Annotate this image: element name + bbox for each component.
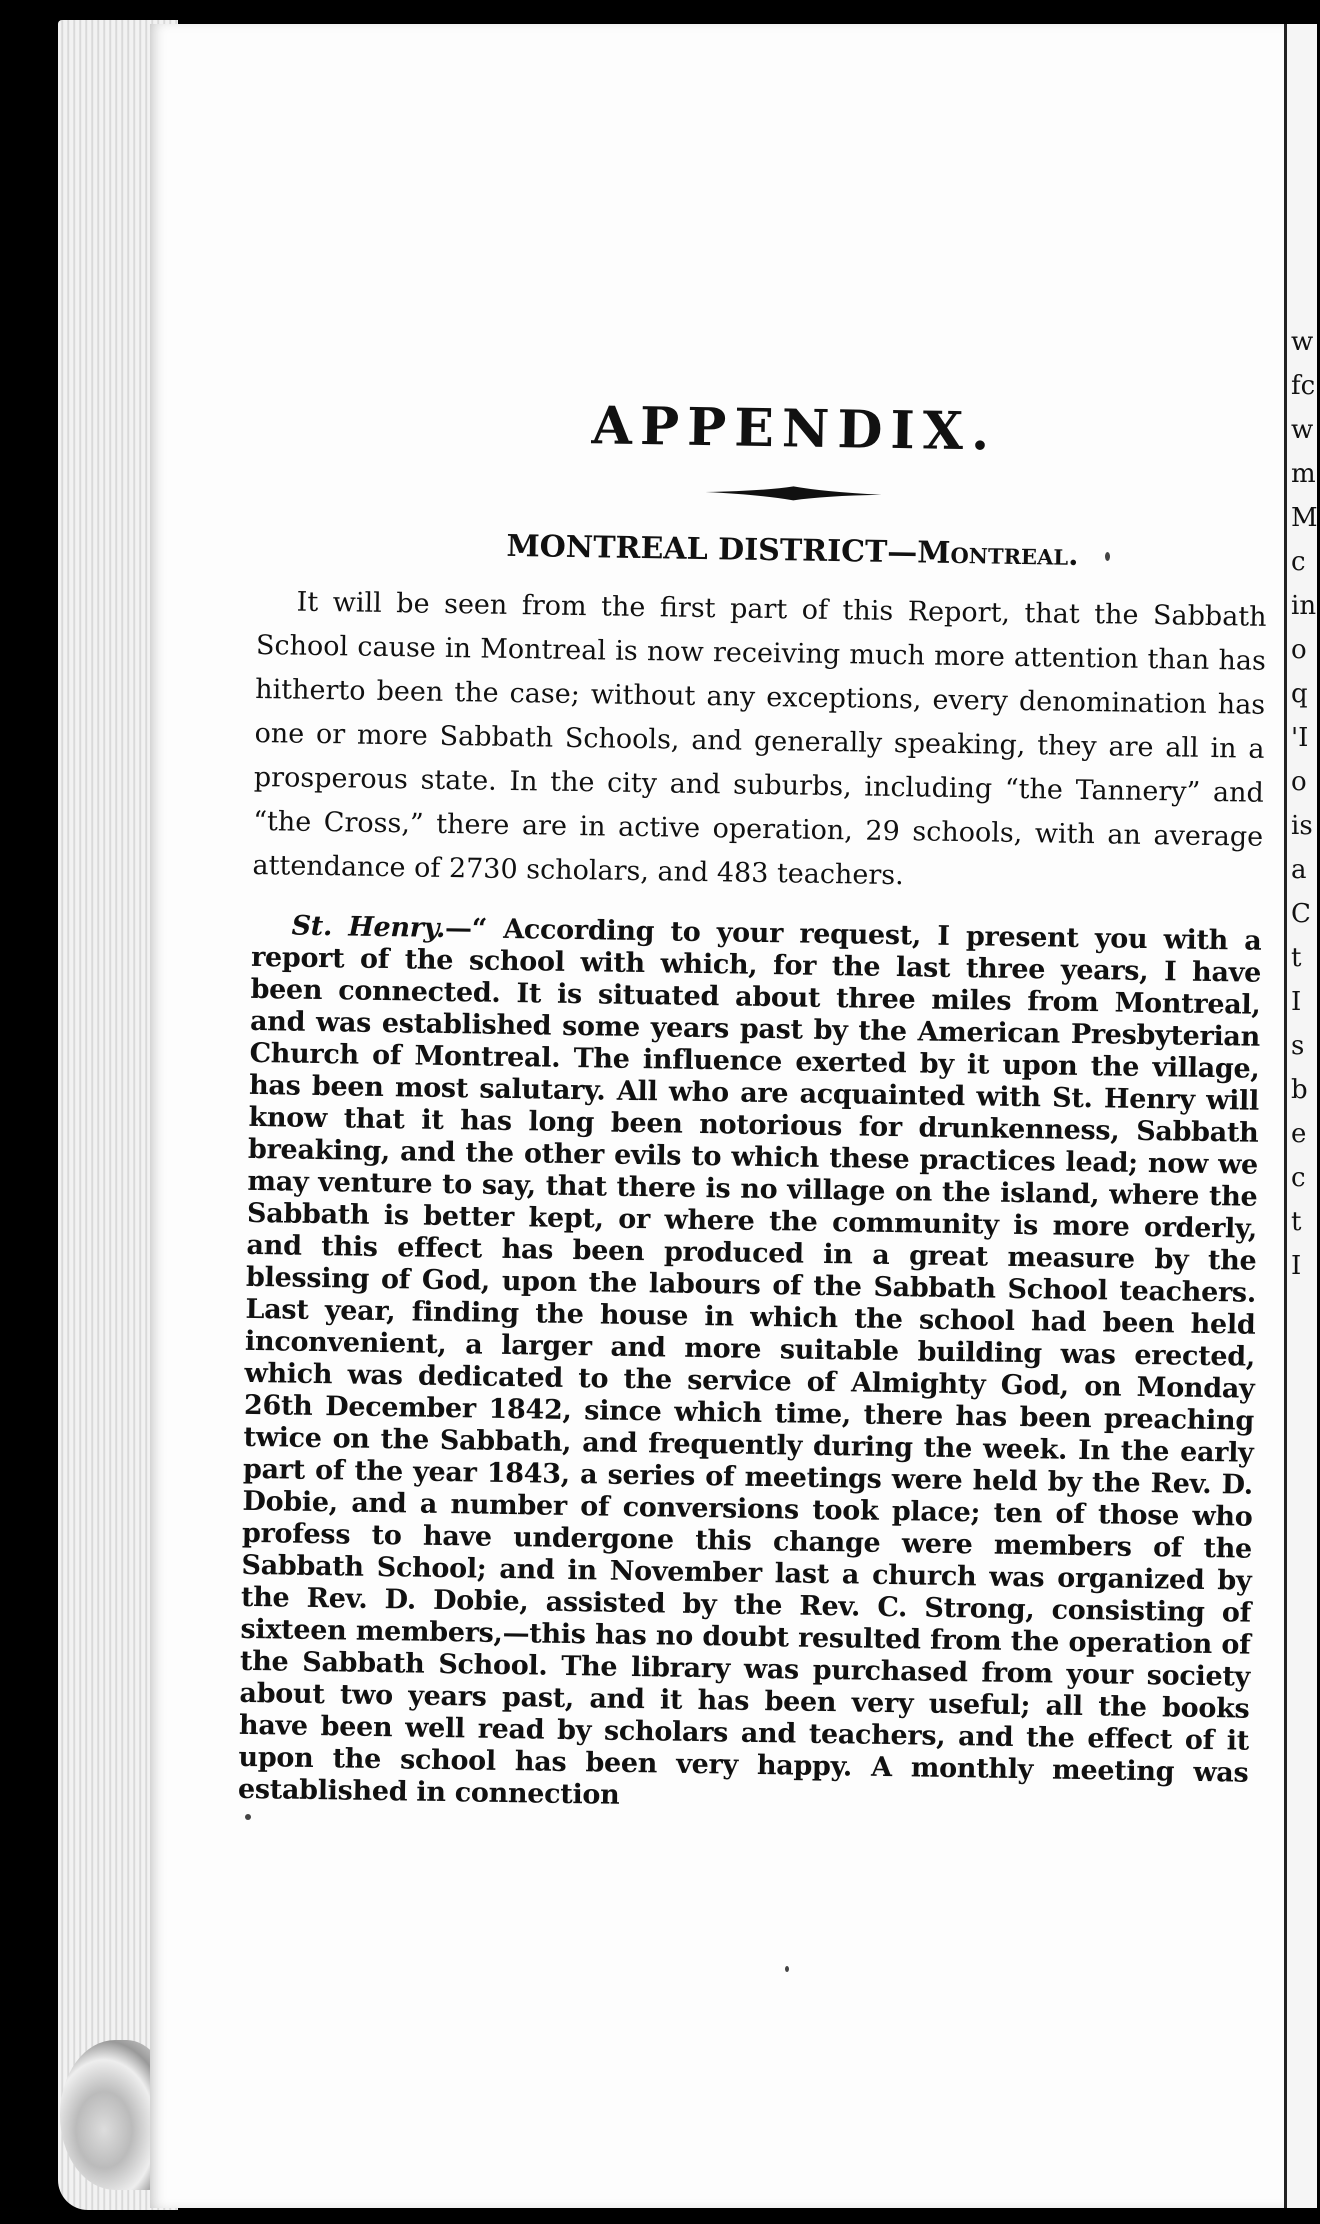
speck bbox=[1105, 552, 1110, 561]
facing-page-fragment: c bbox=[1291, 1163, 1306, 1193]
place-name: St. Henry. bbox=[291, 910, 446, 944]
ornament-divider bbox=[643, 481, 883, 505]
page-title: APPENDIX. bbox=[591, 395, 998, 463]
facing-page-fragment: is bbox=[1291, 811, 1313, 841]
facing-page-fragment: in bbox=[1291, 591, 1317, 621]
facing-page-fragment: I bbox=[1291, 1251, 1302, 1281]
speck bbox=[785, 1966, 789, 1972]
section-heading-main: MONTREAL DISTRICT— bbox=[506, 528, 918, 571]
facing-page-fragment: c bbox=[1291, 547, 1306, 577]
facing-page-fragment: b bbox=[1291, 1075, 1308, 1105]
facing-page-fragment: e bbox=[1291, 1119, 1307, 1149]
facing-page-fragment: 'I bbox=[1291, 723, 1309, 753]
paragraph-intro: It will be seen from the first part of this Report, that the Sabbath School cause in Montreal is now receiving much more attention than has hitherto been the case; without any exceptions, every denomination has one or more Sabbath Schools, and generally speaking, they are all in a prosperous state. In the city and suburbs, including “the Tannery” and “the Cross,” there are in active operation, 29 schools, with an average attendance of 2730 scholars, and 483 teachers. bbox=[252, 586, 1267, 892]
paragraph-st-henry-body: —“ According to your request, I present you with a report of the school with which, for the last three years, I have been connected. It is situated about three miles from Montreal, and was established some years past by the American Presbyterian Church of Montreal. The influence exerted by it upon the village, has been most salutary. All who are acquainted with St. Henry will know that it has long been notorious for drunkenness, Sabbath breaking, and the other evils to which these practices lead; now we may venture to say, that there is no village on the island, where the Sabbath is better kept, or where the community is more orderly, and this effect has been produced in a great measure by the blessing of God, upon the labours of the Sabbath School teachers. Last year, finding the house in which the school had been held inconvenient, a larger and more suitable building was erected, which was dedicated to the service of Almighty God, on Monday 26th December 1842, since which time, there has been preaching twice on the Sabbath, and frequently during the week. In the early part of the year 1843, a series of meetings were held by the Rev. D. Dobie, and a number of conversions took place; ten of those who profess to have undergone this change were members of the Sabbath School; and in November last a church was organized by the Rev. D. Dobie, assisted by the Rev. C. Strong, consisting of sixteen members,—this has no doubt resulted from the operation of the Sabbath School. The library was purchased from your society about two years past, and it has been very useful; all the books have been well read by scholars and teachers, and the effect of it upon the school has been very happy. A monthly meeting was established in connection bbox=[237, 912, 1262, 1811]
facing-page-fragment: fc bbox=[1291, 371, 1316, 401]
page-text bbox=[237, 390, 1269, 1844]
paragraph-st-henry bbox=[238, 910, 1262, 1822]
facing-page-fragment: t bbox=[1291, 943, 1302, 973]
facing-page-fragment: s bbox=[1291, 1031, 1305, 1061]
facing-page-fragment: o bbox=[1291, 767, 1307, 797]
facing-page-fragment: q bbox=[1291, 679, 1308, 709]
facing-page-fragment: t bbox=[1291, 1207, 1302, 1237]
facing-page-edge bbox=[1284, 24, 1317, 2208]
facing-page-fragment: o bbox=[1291, 635, 1307, 665]
facing-page-fragment: C bbox=[1291, 899, 1311, 929]
section-heading-sub: Montreal. bbox=[917, 535, 1079, 573]
facing-page-fragment: w bbox=[1291, 415, 1314, 445]
facing-page-fragment: M bbox=[1291, 503, 1318, 533]
facing-page-fragment: m bbox=[1291, 459, 1316, 489]
facing-page-fragment: I bbox=[1291, 987, 1302, 1017]
speck bbox=[245, 1814, 251, 1820]
facing-page-fragment: w bbox=[1291, 327, 1314, 357]
section-heading bbox=[257, 525, 1267, 576]
facing-page-fragment: a bbox=[1291, 855, 1307, 885]
